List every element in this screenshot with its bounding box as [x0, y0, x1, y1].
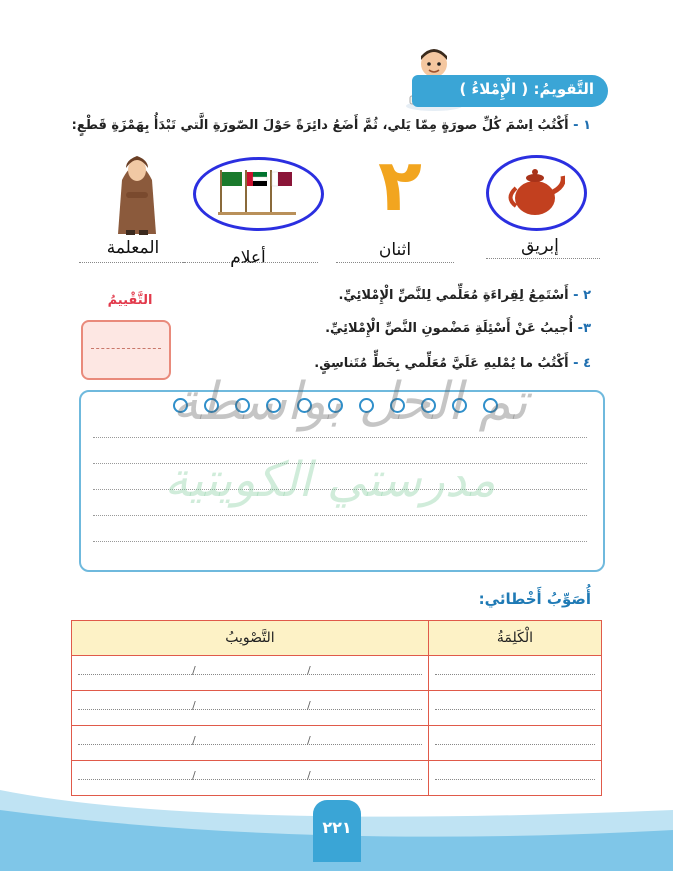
- correction-cell[interactable]: / /: [72, 726, 429, 761]
- question-3-text: أُجيبُ عَنْ أَسْئِلَةِ مَضْمونِ النَّصِّ الْإِمْلائِيِّ.: [325, 321, 574, 336]
- question-4-number: ٤ -: [568, 356, 591, 371]
- correction-cell[interactable]: / /: [72, 656, 429, 691]
- table-row: [72, 656, 602, 691]
- word-two: اثنان: [378, 240, 412, 260]
- question-1-number: ١ -: [568, 118, 591, 133]
- evaluation-box[interactable]: [81, 320, 171, 380]
- correction-cell[interactable]: / /: [72, 761, 429, 796]
- section-title: التَّقويمُ: ( الْإِمْلاءُ ): [459, 80, 594, 98]
- writing-line: [93, 540, 587, 542]
- question-2-number: ٢ -: [568, 288, 591, 303]
- page-number: ٢٢١: [322, 818, 352, 837]
- question-3: [171, 321, 591, 336]
- word-teacher: المعلمة: [106, 238, 160, 258]
- column-correction: التَّصْويبُ: [72, 621, 429, 656]
- question-4: [171, 356, 591, 371]
- question-1: [31, 118, 591, 133]
- corrections-title: أُصَوِّبُ أَخْطائي:: [478, 590, 591, 608]
- table-row: [72, 726, 602, 761]
- answer-line-teapot: [486, 257, 600, 259]
- correction-cell[interactable]: / /: [72, 691, 429, 726]
- corrections-table: [71, 620, 602, 796]
- section-title-bar: [412, 75, 608, 107]
- word-flags: أعلام: [230, 248, 266, 268]
- writing-line: [93, 436, 587, 438]
- word-cell[interactable]: [428, 726, 601, 761]
- watermark-line-2: مدرستي الكويتية: [164, 452, 496, 508]
- number-two-icon: ٢: [378, 143, 422, 227]
- writing-line: [93, 514, 587, 516]
- column-word: الْكَلِمَةُ: [428, 621, 601, 656]
- teacher-icon: [112, 150, 162, 236]
- answer-line-flags: [183, 261, 318, 263]
- page-number-tab: [313, 800, 361, 862]
- watermark-line-1: تم الحل بواسطة: [172, 372, 528, 432]
- answer-line-teacher: [79, 261, 185, 263]
- question-2: [171, 288, 591, 303]
- table-row: [72, 691, 602, 726]
- word-teapot: إبريق: [521, 236, 559, 256]
- word-cell[interactable]: [428, 691, 601, 726]
- answer-line-two: [336, 261, 454, 263]
- question-3-number: ٣-: [573, 321, 591, 336]
- question-1-text: أَكْتُبُ اِسْمَ كُلِّ صورَةٍ مِمّا يَلي، ثُمَّ أَضَعُ دائِرَةً حَوْلَ الصّورَةِ الَّتي تَبْدَأُ بِهَمْزَةِ قَطْعٍ:: [71, 118, 569, 133]
- teapot-icon: [505, 162, 565, 220]
- question-4-text: أَكْتُبُ ما يُمْليهِ عَلَيَّ مُعَلِّمي بِخَطٍّ مُتَناسِقٍ.: [314, 356, 569, 371]
- flags-icon: [218, 168, 296, 216]
- word-cell[interactable]: [428, 656, 601, 691]
- evaluation-label: التَّقْييمُ: [107, 293, 153, 308]
- question-2-text: أَسْتَمِعُ لِقِراءَةِ مُعَلِّمي لِلنَّصِّ الْإِمْلائِيِّ.: [338, 288, 569, 303]
